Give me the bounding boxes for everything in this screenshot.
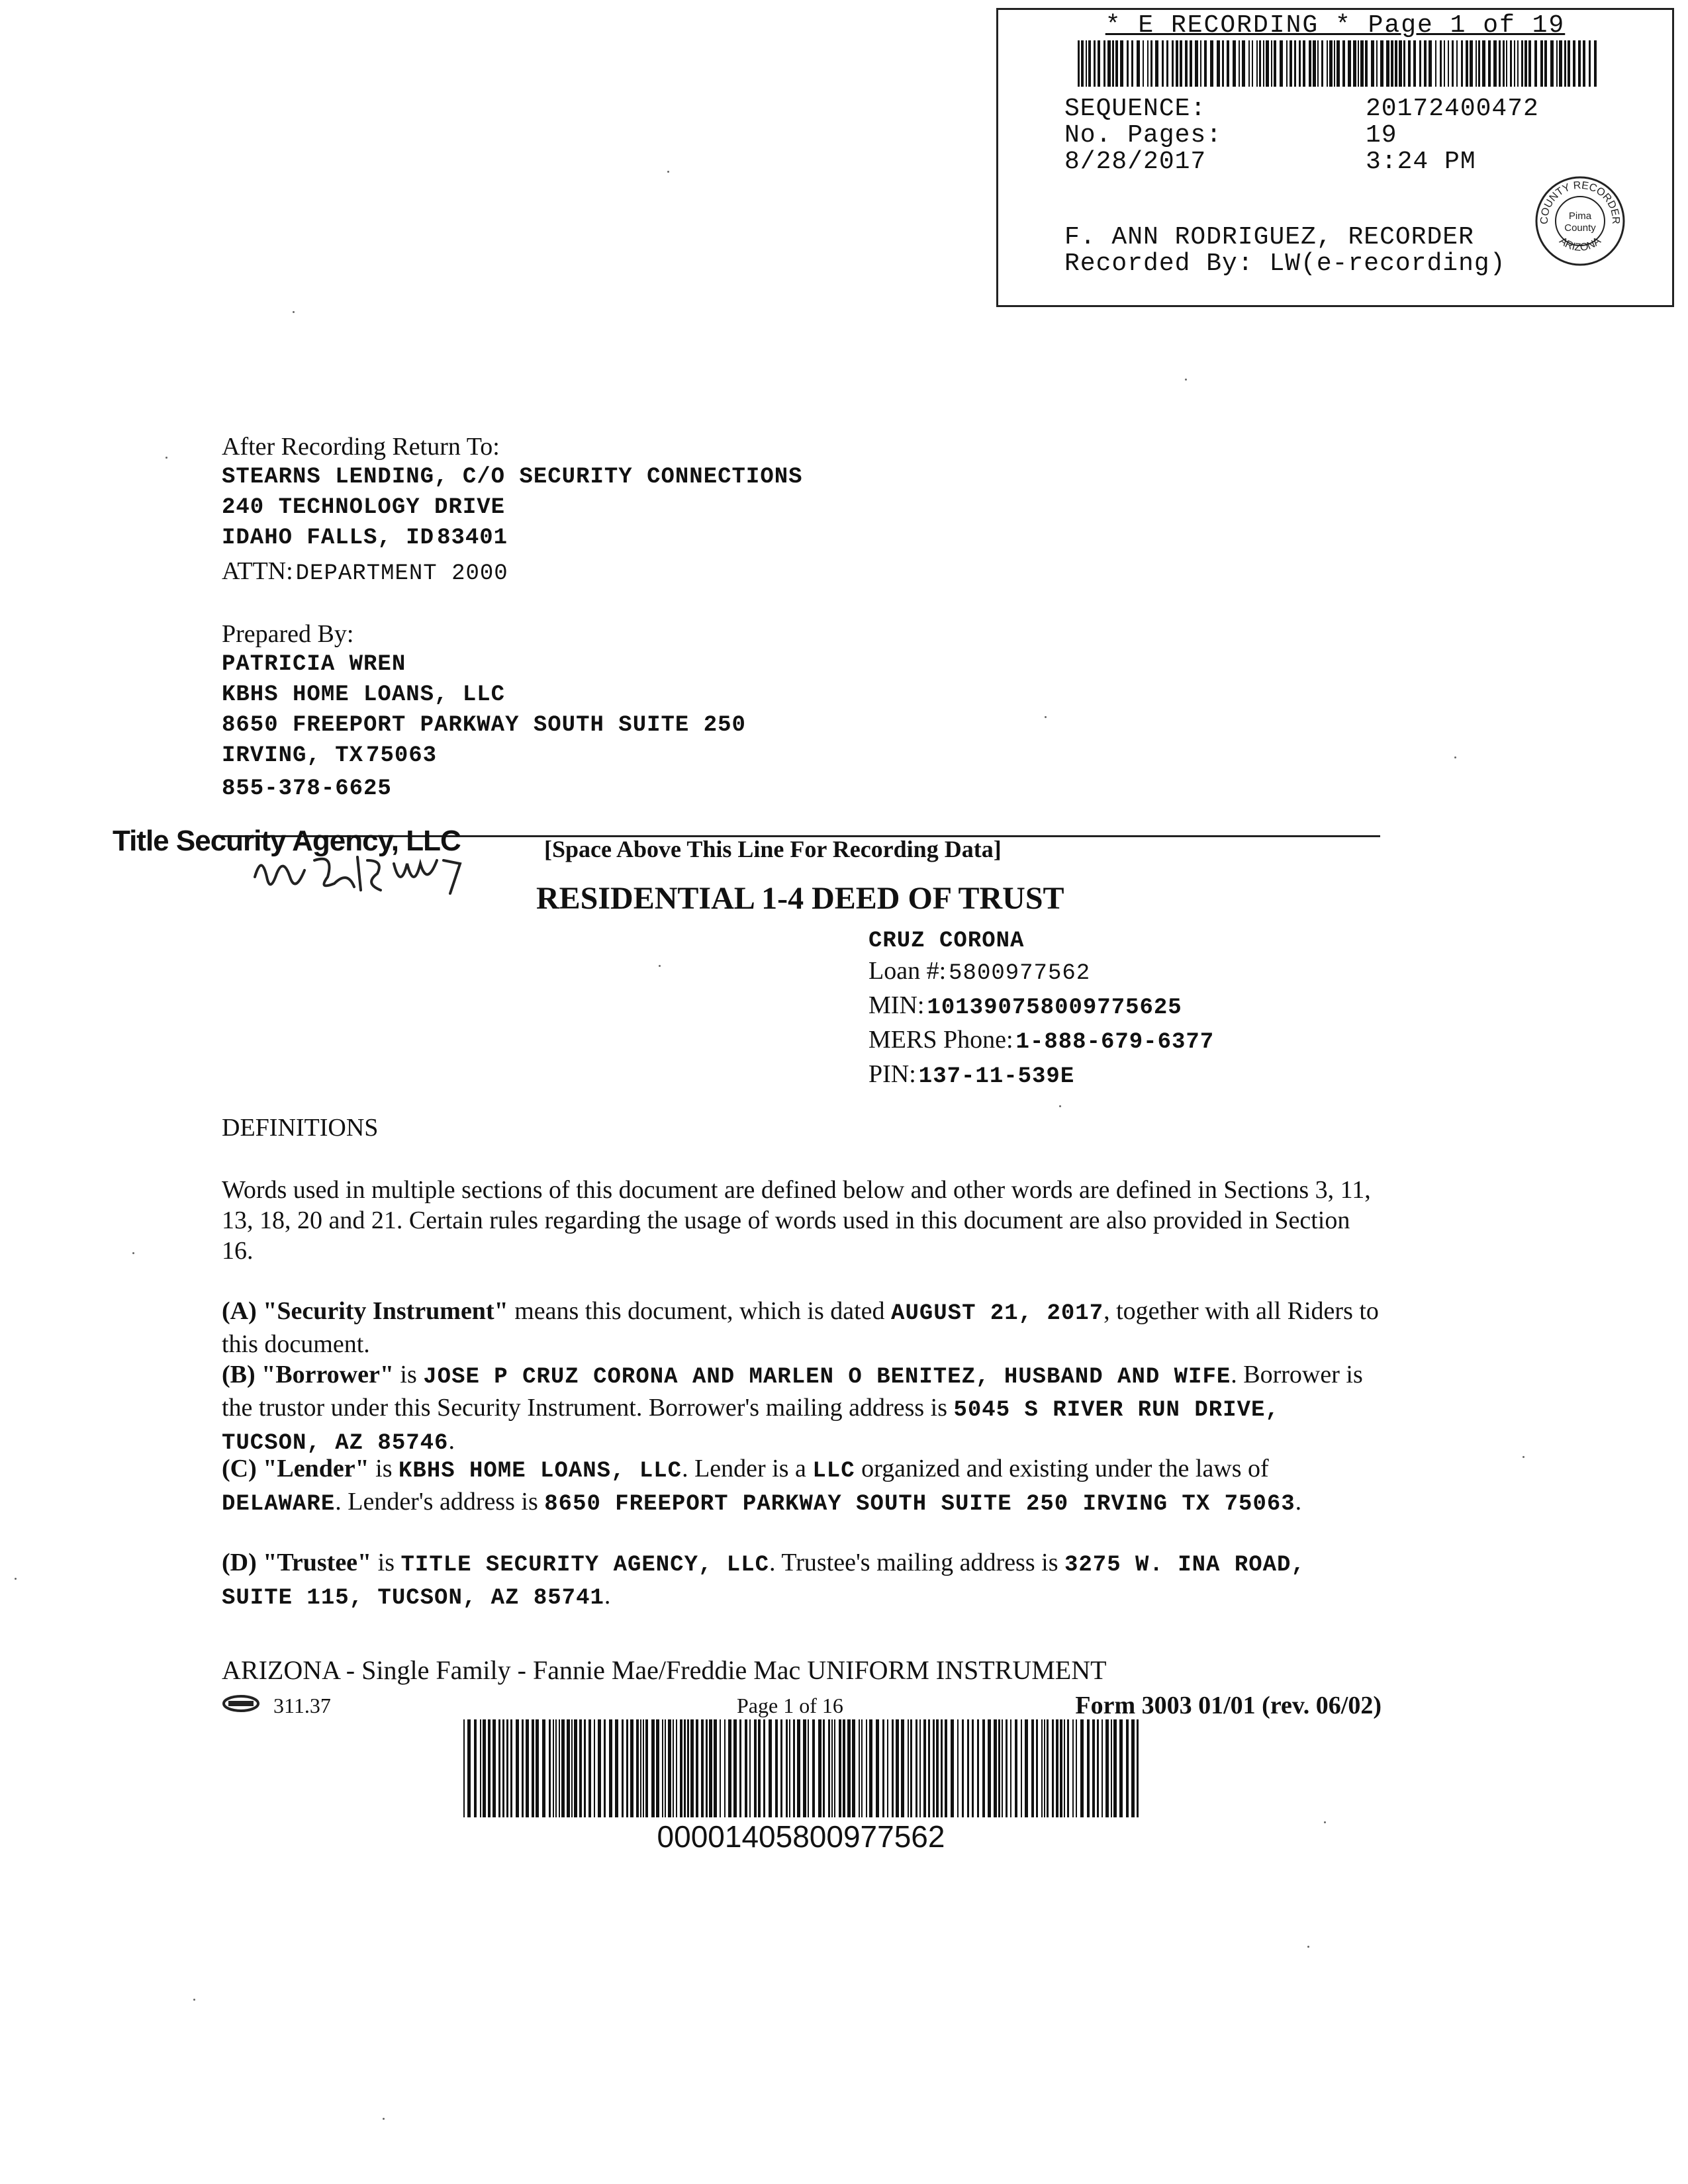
scan-speck: [132, 1252, 134, 1254]
barcode-number: 00001405800977562: [657, 1819, 945, 1854]
recording-date: 8/28/2017: [1064, 148, 1207, 176]
stamp-barcode: [1078, 40, 1601, 87]
scan-speck: [15, 1578, 17, 1580]
scan-speck: [659, 965, 661, 967]
sequence-value: 20172400472: [1366, 95, 1539, 123]
form-number: Form 3003 01/01 (rev. 06/02): [1075, 1692, 1382, 1719]
handwritten-file-number: [252, 847, 503, 900]
ellie-mae-icon: [222, 1694, 260, 1719]
preparer-company: KBHS HOME LOANS, LLC: [222, 682, 506, 707]
recording-time: 3:24 PM: [1366, 148, 1476, 176]
scan-speck: [383, 2118, 385, 2120]
scan-speck: [667, 171, 669, 173]
preparer-phone: 855-378-6625: [222, 776, 392, 801]
form-code: 311.37: [273, 1694, 331, 1717]
pages-value: 19: [1366, 121, 1397, 150]
mers-phone: MERS Phone: 1-888-679-6377: [868, 1026, 1215, 1055]
scan-speck: [1324, 1821, 1326, 1823]
definition-d: (D) "Trustee" is TITLE SECURITY AGENCY, LLC. Trustee's mailing address is 3275 W. INA ROAD, SUITE 115, TUCSON, AZ 85741.: [222, 1549, 1305, 1611]
loan-number: Loan #: 5800977562: [868, 957, 1091, 986]
document-title: RESIDENTIAL 1-4 DEED OF TRUST: [536, 881, 1064, 916]
scan-speck: [1059, 1105, 1061, 1107]
sequence-label: SEQUENCE:: [1064, 95, 1207, 123]
return-to-block: [222, 432, 803, 592]
scan-speck: [165, 457, 167, 459]
scan-speck: [293, 311, 295, 313]
return-to-line3: IDAHO FALLS, ID 83401: [222, 525, 508, 551]
document-barcode: [463, 1719, 1139, 1817]
definitions-heading: DEFINITIONS: [222, 1114, 379, 1142]
preparer-name: PATRICIA WREN: [222, 652, 406, 677]
scan-speck: [1523, 1456, 1524, 1458]
svg-text:COUNTY RECORDER: COUNTY RECORDER: [1538, 179, 1622, 224]
form-footer: [222, 1691, 1382, 1721]
definitions-intro: Words used in multiple sections of this document are defined below and other words are defined in Sections 3, 11, 13, 18, 20 and 21. Certain rules regarding the usage of words used in this document are also provided in Section 16.: [222, 1176, 1371, 1265]
borrower-short-name: CRUZ CORONA: [868, 929, 1025, 954]
county-seal-icon: [1533, 174, 1627, 268]
recorded-by: Recorded By: LW(e-recording): [1064, 250, 1506, 278]
preparer-address: 8650 FREEPORT PARKWAY SOUTH SUITE 250: [222, 713, 746, 738]
definition-b: (B) "Borrower" is JOSE P CRUZ CORONA AND MARLEN O BENITEZ, HUSBAND AND WIFE. Borrower is the trustor under this Security Instrument. Borrower's mailing address is 5045 S RIVER RUN DRIVE, TUCSON, AZ 85746.: [222, 1361, 1363, 1456]
definition-c: (C) "Lender" is KBHS HOME LOANS, LLC. Lender is a LLC organized and existing under the laws of DELAWARE. Lender's address is 8650 FREEPORT PARKWAY SOUTH SUITE 250 IRVING TX 75063.: [222, 1455, 1302, 1517]
scan-speck: [1185, 379, 1187, 381]
return-to-heading: After Recording Return To:: [222, 433, 500, 461]
svg-text:County: County: [1564, 222, 1596, 234]
recorder-name: F. ANN RODRIGUEZ, RECORDER: [1064, 223, 1474, 251]
stamp-title: * E RECORDING * Page 1 of 19: [1105, 11, 1566, 40]
return-to-attn: ATTN: DEPARTMENT 2000: [222, 557, 508, 586]
title-agency-stamp: Title Security Agency, LLC: [113, 825, 461, 857]
svg-text:ARIZONA: ARIZONA: [1557, 235, 1603, 254]
prepared-by-block: [222, 619, 746, 804]
page-number: Page 1 of 16: [737, 1694, 843, 1717]
preparer-city: IRVING, TX 75063: [222, 743, 438, 768]
recording-stamp: [996, 8, 1674, 307]
prepared-by-heading: Prepared By:: [222, 620, 354, 648]
loan-info-block: [868, 927, 1214, 1094]
scan-speck: [1307, 1946, 1309, 1948]
scan-speck: [1454, 756, 1456, 758]
pin-number: PIN: 137-11-539E: [868, 1060, 1075, 1089]
instrument-footer: ARIZONA - Single Family - Fannie Mae/Freddie Mac UNIFORM INSTRUMENT: [222, 1655, 1107, 1685]
svg-text:Pima: Pima: [1568, 210, 1592, 222]
scan-speck: [1045, 716, 1047, 718]
scan-speck: [193, 1999, 195, 2001]
return-to-line1: STEARNS LENDING, C/O SECURITY CONNECTIONS: [222, 465, 803, 490]
pages-label: No. Pages:: [1064, 121, 1223, 150]
min-number: MIN: 101390758009775625: [868, 991, 1182, 1021]
return-to-line2: 240 TECHNOLOGY DRIVE: [222, 495, 506, 520]
space-above-note: [Space Above This Line For Recording Data]: [544, 836, 1002, 862]
definition-a: (A) "Security Instrument" means this document, which is dated AUGUST 21, 2017, together with all Riders to this document.: [222, 1297, 1379, 1358]
